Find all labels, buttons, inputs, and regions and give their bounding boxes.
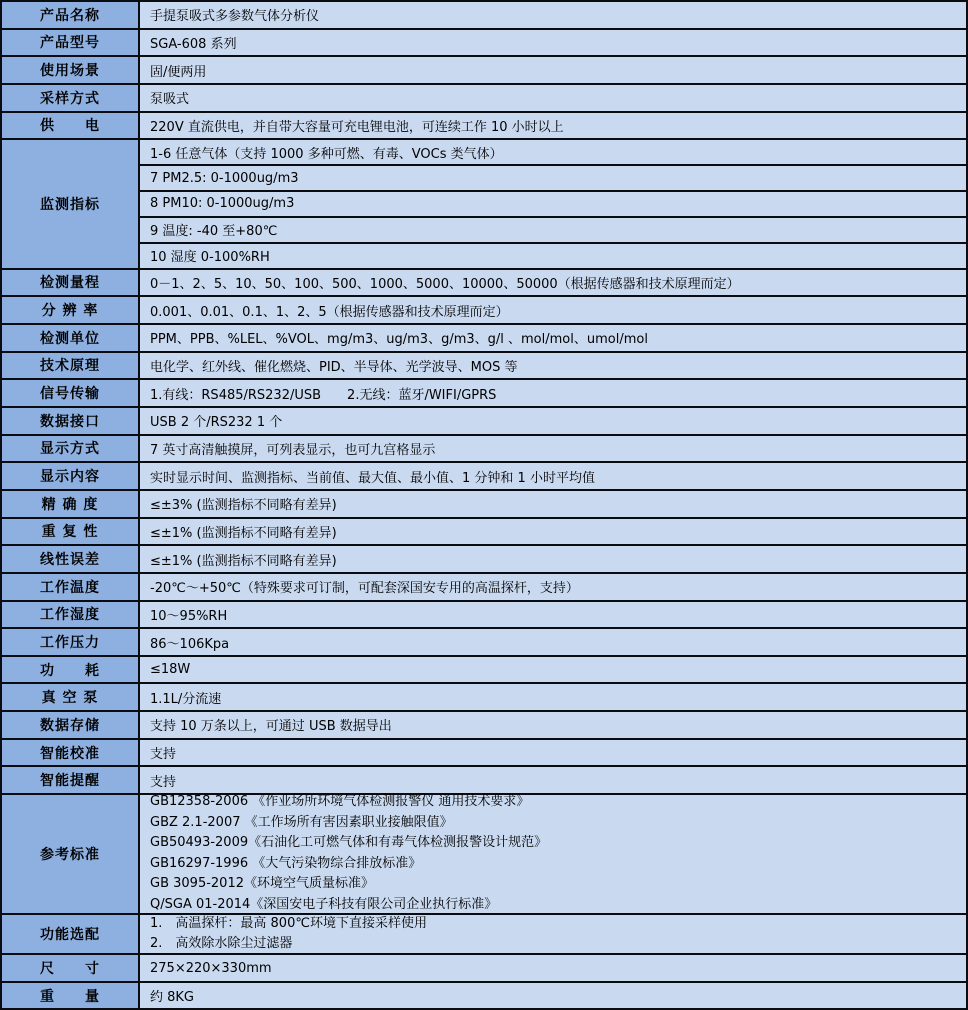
spec-value: 10～95%RH [140, 602, 966, 628]
spec-value: ≤±1% (监测指标不同略有差异) [140, 519, 966, 545]
row-resolution [2, 295, 966, 323]
spec-label: 产品名称 [2, 2, 140, 28]
row-power-supply [2, 111, 966, 139]
spec-value: 支持 [140, 767, 966, 793]
spec-label: 检测量程 [2, 270, 140, 296]
spec-label: 信号传输 [2, 380, 140, 406]
spec-value: 86～106Kpa [140, 629, 966, 655]
monitoring-indicator-item: 8 PM10: 0-1000ug/m3 [140, 190, 966, 216]
reference-standards-list [140, 795, 966, 913]
spec-value: 支持 10 万条以上，可通过 USB 数据导出 [140, 712, 966, 738]
row-dimensions [2, 953, 966, 981]
monitoring-indicator-item: 10 湿度 0-100%RH [140, 242, 966, 268]
row-technical-principle [2, 351, 966, 379]
spec-value: 220V 直流供电，并自带大容量可充电锂电池，可连续工作 10 小时以上 [140, 113, 966, 139]
spec-label: 尺 寸 [2, 955, 140, 981]
row-display-content [2, 461, 966, 489]
spec-label: 产品型号 [2, 30, 140, 56]
spec-label: 检测单位 [2, 325, 140, 351]
row-accuracy [2, 489, 966, 517]
spec-label: 智能提醒 [2, 767, 140, 793]
spec-label: 数据接口 [2, 408, 140, 434]
row-smart-reminder [2, 765, 966, 793]
spec-label: 分 辨 率 [2, 297, 140, 323]
spec-value: 275×220×330mm [140, 955, 966, 981]
spec-label: 显示方式 [2, 436, 140, 462]
spec-value: 固/便两用 [140, 57, 966, 83]
spec-label: 数据存储 [2, 712, 140, 738]
spec-value: 7 英寸高清触摸屏，可列表显示，也可九宫格显示 [140, 436, 966, 462]
spec-value: 手提泵吸式多参数气体分析仪 [140, 2, 966, 28]
spec-label: 重 复 性 [2, 519, 140, 545]
spec-label: 真 空 泵 [2, 684, 140, 710]
monitoring-indicator-item: 7 PM2.5: 0-1000ug/m3 [140, 164, 966, 190]
spec-value: -20℃～+50℃（特殊要求可订制，可配套深国安专用的高温探杆，支持） [140, 574, 966, 600]
spec-value: ≤18W [140, 657, 966, 683]
spec-value: ≤±1% (监测指标不同略有差异) [140, 546, 966, 572]
spec-value: 支持 [140, 740, 966, 766]
spec-value: 实时显示时间、监测指标、当前值、最大值、最小值、1 分钟和 1 小时平均值 [140, 463, 966, 489]
row-detection-range [2, 268, 966, 296]
reference-standard-item: GBZ 2.1-2007 《工作场所有害因素职业接触限值》 [150, 814, 453, 830]
row-optional-functions [2, 913, 966, 954]
spec-label: 功 耗 [2, 657, 140, 683]
spec-value: 泵吸式 [140, 85, 966, 111]
row-sampling-method [2, 83, 966, 111]
spec-label: 显示内容 [2, 463, 140, 489]
row-vacuum-pump [2, 682, 966, 710]
spec-value: 约 8KG [140, 983, 966, 1007]
reference-standard-item: GB16297-1996 《大气污染物综合排放标准》 [150, 855, 422, 871]
monitoring-indicator-item: 9 温度: -40 至+80℃ [140, 216, 966, 242]
row-use-scene [2, 55, 966, 83]
spec-label: 供 电 [2, 113, 140, 139]
spec-label: 采样方式 [2, 85, 140, 111]
reference-standard-item: GB50493-2009《石油化工可燃气体和有毒气体检测报警设计规范》 [150, 835, 548, 851]
spec-label: 功能选配 [2, 915, 140, 954]
row-linearity-error [2, 544, 966, 572]
spec-label: 监测指标 [2, 140, 140, 267]
row-working-pressure [2, 627, 966, 655]
row-monitoring-indicators [2, 138, 966, 267]
optional-function-item: 1. 高温探杆：最高 800℃环境下直接采样使用 [150, 915, 427, 931]
row-product-name [2, 2, 966, 28]
row-data-storage [2, 710, 966, 738]
spec-value: 1.有线：RS485/RS232/USB 2.无线：蓝牙/WIFI/GPRS [140, 380, 966, 406]
spec-label: 重 量 [2, 983, 140, 1007]
spec-label: 使用场景 [2, 57, 140, 83]
row-smart-calibration [2, 738, 966, 766]
reference-standard-item: GB 3095-2012《环境空气质量标准》 [150, 876, 374, 892]
row-repeatability [2, 517, 966, 545]
spec-value: 1.1L/分流速 [140, 684, 966, 710]
spec-label: 精 确 度 [2, 491, 140, 517]
spec-value: 电化学、红外线、催化燃烧、PID、半导体、光学波导、MOS 等 [140, 353, 966, 379]
spec-value-group [140, 140, 966, 267]
row-working-temperature [2, 572, 966, 600]
spec-label: 参考标准 [2, 795, 140, 913]
reference-standard-item: GB12358-2006 《作业场所环境气体检测报警仪 通用技术要求》 [150, 794, 530, 810]
monitoring-indicator-item: 1-6 任意气体（支持 1000 多种可燃、有毒、VOCs 类气体） [150, 146, 503, 162]
row-product-model [2, 28, 966, 56]
optional-function-item: 2. 高效除水除尘过滤器 [150, 935, 293, 951]
row-detection-unit [2, 323, 966, 351]
spec-value: 0－1、2、5、10、50、100、500、1000、5000、10000、50000（根据传感器和技术原理而定） [140, 270, 966, 296]
spec-value: SGA-608 系列 [140, 30, 966, 56]
row-power-consumption [2, 655, 966, 683]
row-weight [2, 981, 966, 1007]
optional-functions-list [140, 915, 966, 954]
spec-label: 智能校准 [2, 740, 140, 766]
spec-value: 0.001、0.01、0.1、1、2、5（根据传感器和技术原理而定） [140, 297, 966, 323]
spec-label: 工作温度 [2, 574, 140, 600]
row-data-interface [2, 406, 966, 434]
spec-label: 技术原理 [2, 353, 140, 379]
row-display-mode [2, 434, 966, 462]
spec-label: 工作压力 [2, 629, 140, 655]
spec-value: PPM、PPB、%LEL、%VOL、mg/m3、ug/m3、g/m3、g/l 、mol/mol、umol/mol [140, 325, 966, 351]
spec-label: 线性误差 [2, 546, 140, 572]
spec-value: ≤±3% (监测指标不同略有差异) [140, 491, 966, 517]
spec-value: USB 2 个/RS232 1 个 [140, 408, 966, 434]
row-signal-transmission [2, 378, 966, 406]
row-working-humidity [2, 600, 966, 628]
row-reference-standards [2, 793, 966, 913]
spec-label: 工作湿度 [2, 602, 140, 628]
reference-standard-item: Q/SGA 01-2014《深国安电子科技有限公司企业执行标准》 [150, 897, 498, 913]
